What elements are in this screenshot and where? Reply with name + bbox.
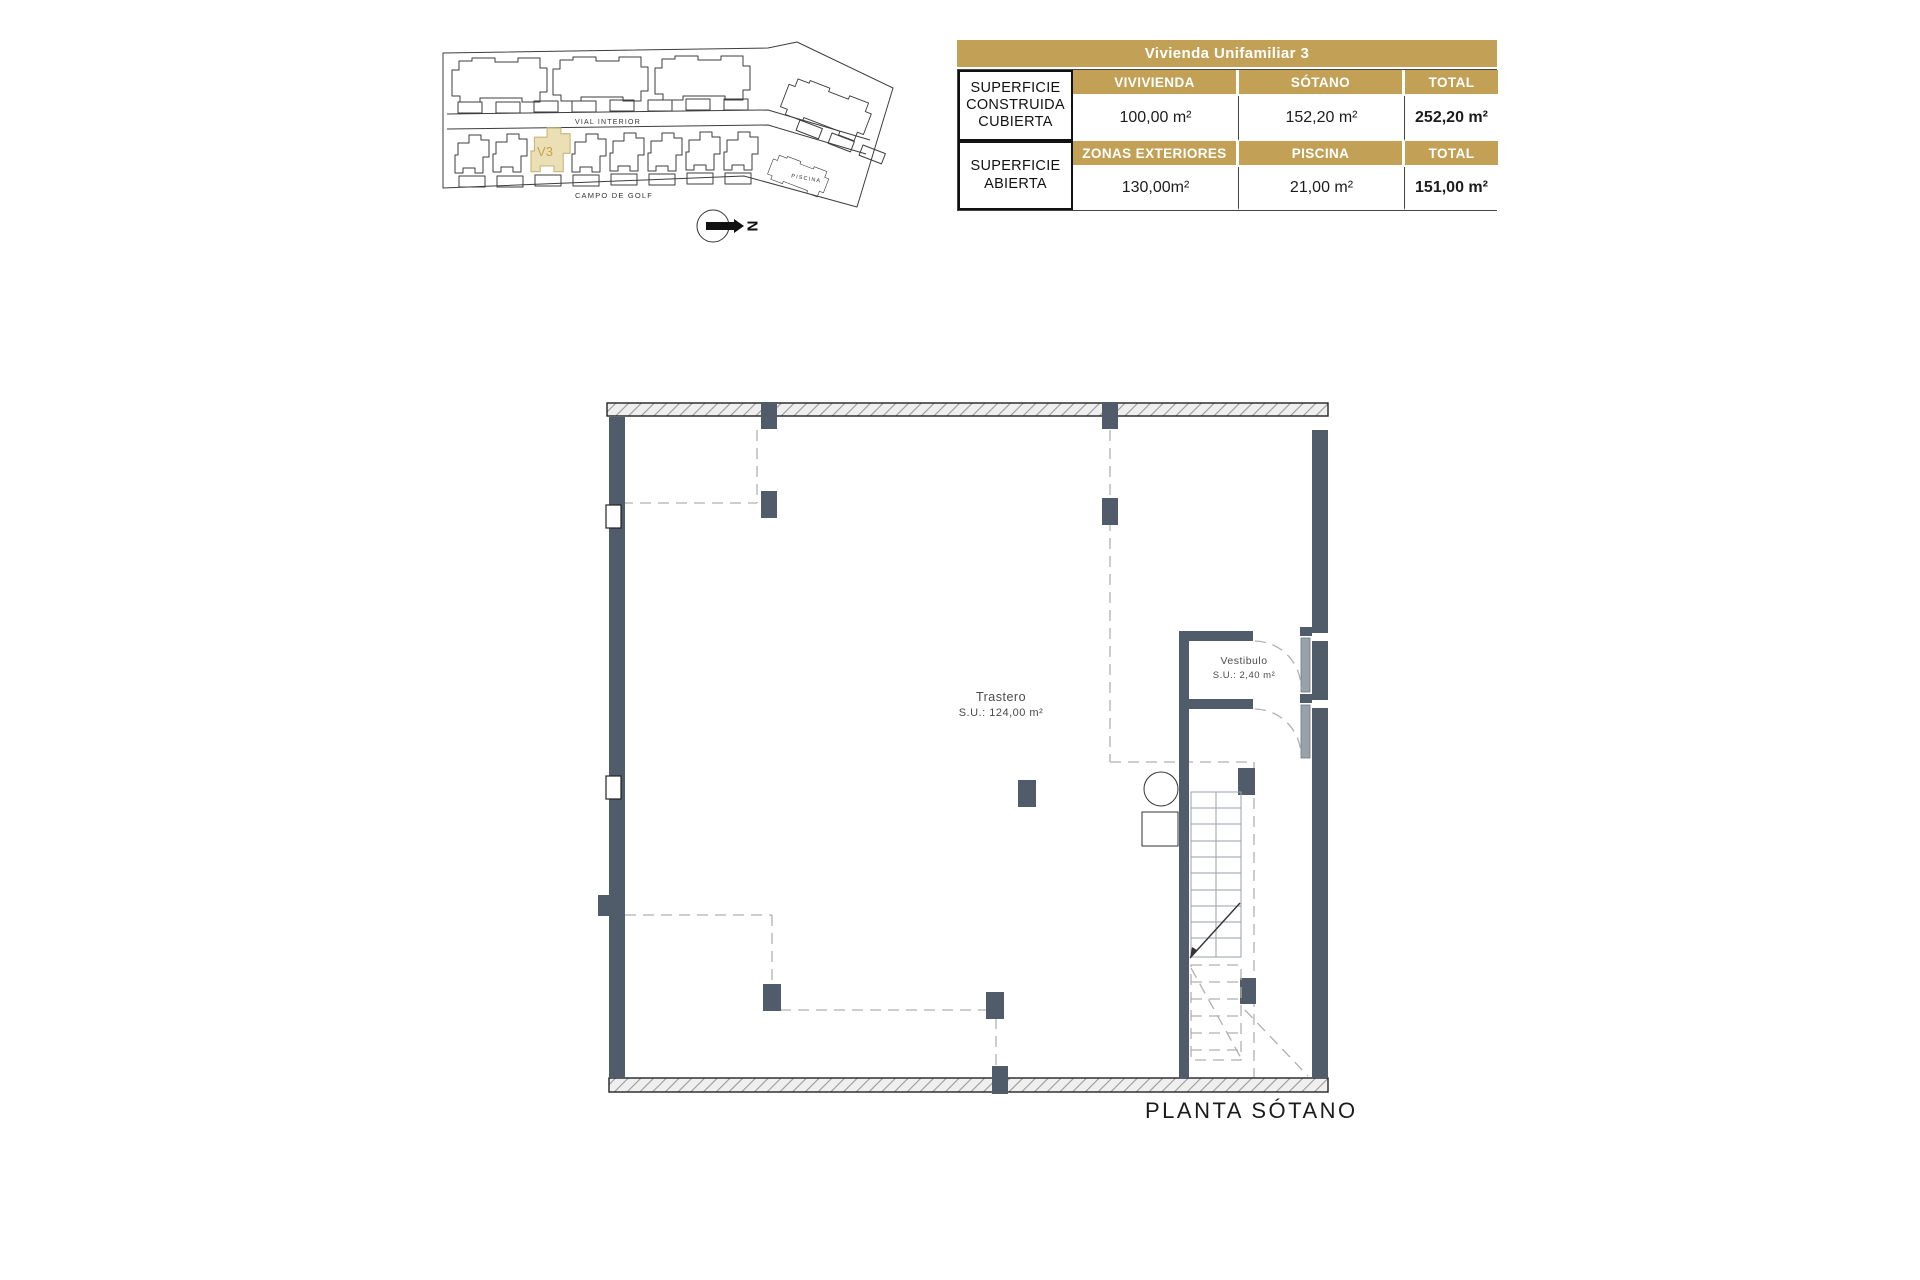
row-header-superficie-construida: SUPERFICIE CONSTRUIDA CUBIERTA xyxy=(958,70,1073,141)
projection-dashed-lines xyxy=(622,430,1308,1078)
area-table xyxy=(957,40,1497,211)
pool-label: PISCINA xyxy=(790,173,822,185)
room-trastero-area: S.U.: 124,00 m² xyxy=(958,707,1044,719)
site-plan xyxy=(443,42,893,207)
unit-v3-label: V3 xyxy=(537,144,553,159)
col-header-zonas-exteriores: ZONAS EXTERIORES xyxy=(1073,141,1239,167)
value-vivienda: 100,00 m² xyxy=(1073,96,1239,141)
room-trastero-label: Trastero xyxy=(975,690,1027,704)
value-piscina: 21,00 m² xyxy=(1239,167,1405,210)
col-header-sotano: SÓTANO xyxy=(1239,70,1405,96)
north-letter: N xyxy=(743,220,761,232)
table-grid xyxy=(957,69,1497,211)
room-vestibulo-area: S.U.: 2,40 m² xyxy=(1212,670,1276,681)
col-header-total-2: TOTAL xyxy=(1405,141,1498,167)
north-compass xyxy=(697,210,761,242)
value-total-2: 151,00 m² xyxy=(1405,167,1498,210)
value-sotano: 152,20 m² xyxy=(1239,96,1405,141)
staircase xyxy=(1190,792,1241,1060)
table-title: Vivienda Unifamiliar 3 xyxy=(957,40,1497,67)
room-vestibulo-label: Vestibulo xyxy=(1220,655,1268,667)
plan-caption: PLANTA SÓTANO xyxy=(1145,1098,1358,1123)
col-header-piscina: PISCINA xyxy=(1239,141,1405,167)
street-label: VIAL INTERIOR xyxy=(575,119,641,126)
col-header-total-1: TOTAL xyxy=(1405,70,1498,96)
col-header-vivienda: VIVIVIENDA xyxy=(1073,70,1239,96)
golf-label: CAMPO DE GOLF xyxy=(574,191,654,200)
value-total-1: 252,20 m² xyxy=(1405,96,1498,141)
floor-plan xyxy=(598,402,1328,1094)
value-zonas-exteriores: 130,00m² xyxy=(1073,167,1239,210)
row-header-superficie-abierta: SUPERFICIE ABIERTA xyxy=(958,141,1073,210)
